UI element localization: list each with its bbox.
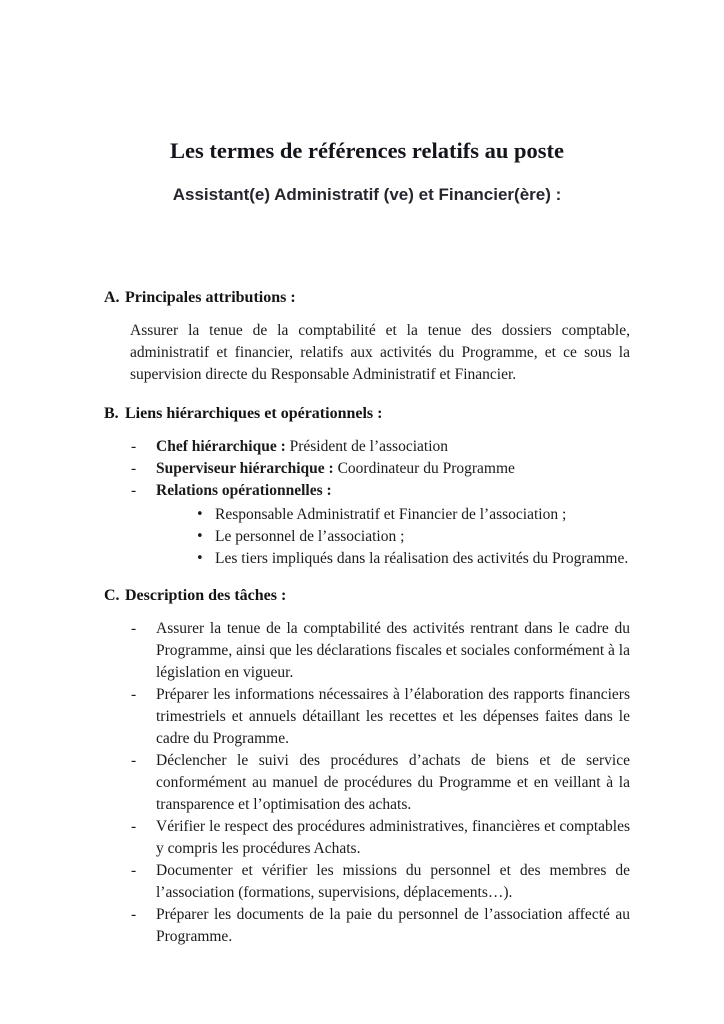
section-a-heading-text: Principales attributions : xyxy=(125,289,296,306)
section-b-bullet-list xyxy=(196,504,630,570)
list-item xyxy=(196,548,630,570)
bullet-marker: • xyxy=(196,529,204,544)
section-c-heading-text: Description des tâches : xyxy=(125,587,287,604)
section-a-paragraph: Assurer la tenue de la comptabilité et la tenue des dossiers comptable, administratif et financier, relatifs aux activités du Programme, et ce sous la supervision directe du Responsable Administratif et Financier. xyxy=(130,322,630,383)
bullet-marker: • xyxy=(196,551,204,566)
section-c-dash-list xyxy=(131,618,630,948)
list-item-text xyxy=(156,436,630,458)
section-a-heading xyxy=(104,287,630,309)
dash-marker: - xyxy=(131,862,137,879)
list-item xyxy=(131,436,630,458)
document-title: Les termes de références relatifs au poste xyxy=(169,138,565,163)
list-item-text: Vérifier le respect des procédures administratives, financières et comptables y compris les procédures Achats. xyxy=(156,818,630,857)
dash-marker: - xyxy=(131,438,137,455)
section-b-marker: B. xyxy=(104,405,119,422)
list-item-text: Assurer la tenue de la comptabilité des activités rentrant dans le cadre du Programme, ainsi que les déclarations fiscales et sociales conformément à la législation en vigueur. xyxy=(156,620,630,681)
list-item xyxy=(131,618,630,684)
document-subtitle: Assistant(e) Administratif (ve) et Financier(ère) : xyxy=(172,185,562,204)
bullet-marker: • xyxy=(196,507,204,522)
list-item-label: Superviseur hiérarchique : xyxy=(156,460,334,477)
list-item-label: Chef hiérarchique : xyxy=(156,438,286,455)
list-item-text: Le personnel de l’association ; xyxy=(215,528,405,545)
list-item-text: Préparer les documents de la paie du personnel de l’association affecté au Programme. xyxy=(156,906,630,945)
dash-marker: - xyxy=(131,906,137,923)
dash-marker: - xyxy=(131,482,137,499)
list-item-text xyxy=(156,480,630,502)
list-item xyxy=(196,526,630,548)
list-item xyxy=(131,860,630,904)
section-b-dash-list xyxy=(131,436,630,502)
dash-marker: - xyxy=(131,620,137,637)
list-item-value: Président de l’association xyxy=(289,438,449,455)
section-b-body xyxy=(104,436,630,570)
list-item-text: Responsable Administratif et Financier de l’association ; xyxy=(215,506,567,523)
list-item-text: Les tiers impliqués dans la réalisation des activités du Programme. xyxy=(215,550,629,567)
dash-marker: - xyxy=(131,460,137,477)
dash-marker: - xyxy=(131,818,137,835)
list-item-text: Déclencher le suivi des procédures d’achats de biens et de service conformément au manuel de procédures du Programme et en veillant à la transparence et l’optimisation des achats. xyxy=(156,752,630,813)
section-c-marker: C. xyxy=(104,587,120,604)
list-item-text: Documenter et vérifier les missions du personnel et des membres de l’association (formations, supervisions, déplacements…). xyxy=(156,862,630,901)
list-item-label: Relations opérationnelles : xyxy=(156,482,332,499)
dash-marker: - xyxy=(131,752,137,769)
list-item xyxy=(196,504,630,526)
section-b-heading-text: Liens hiérarchiques et opérationnels : xyxy=(125,405,383,422)
list-item xyxy=(131,816,630,860)
section-b-heading xyxy=(104,403,630,425)
dash-marker: - xyxy=(131,686,137,703)
list-item xyxy=(131,904,630,948)
section-a-marker: A. xyxy=(104,289,120,306)
list-item-value: Coordinateur du Programme xyxy=(337,460,515,477)
list-item xyxy=(131,458,630,480)
list-item xyxy=(131,684,630,750)
list-item-text: Préparer les informations nécessaires à l’élaboration des rapports financiers trimestriels et annuels détaillant les recettes et les dépenses faites dans le cadre du Programme. xyxy=(156,686,630,747)
section-c-heading xyxy=(104,585,630,607)
list-item xyxy=(131,750,630,816)
list-item xyxy=(131,480,630,502)
list-item-text xyxy=(156,458,630,480)
